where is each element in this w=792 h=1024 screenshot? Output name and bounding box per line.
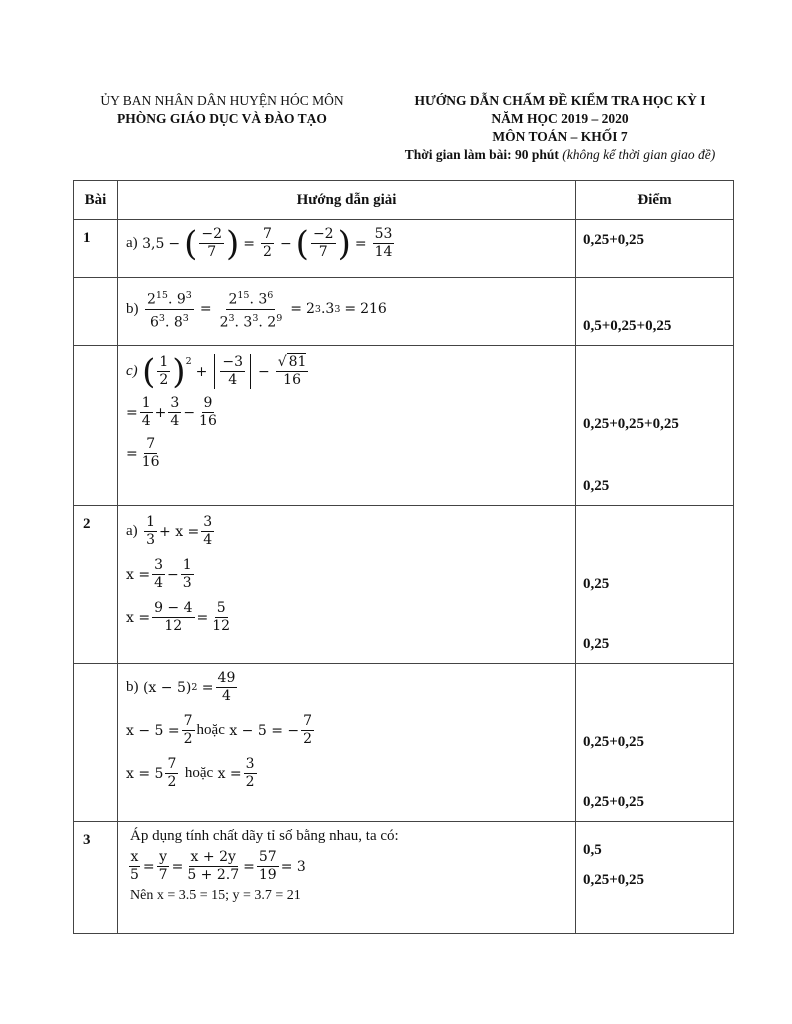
- score-cell: [576, 278, 734, 346]
- table-row: [74, 822, 734, 934]
- score-cell: [576, 664, 734, 822]
- table-header-row: [74, 181, 734, 220]
- bai-number: 1: [74, 220, 118, 278]
- committee-name: ỦY BAN NHÂN DÂN HUYỆN HÓC MÔN: [100, 93, 344, 108]
- table-row: [74, 278, 734, 346]
- solution-1c: c) ( $\frac{1}{2}$ ) $^2$ + $\frac{-3}{4}$ − $\frac{√ 81}{16}$ = $\frac{1}{4}$ + $\frac{3}{4}$ − $\frac{9}{16}$ = $\frac{7}{16}$: [118, 346, 576, 506]
- score-value: 0,25+0,25: [583, 872, 645, 888]
- score-value: 0,25+0,25+0,25: [583, 416, 679, 432]
- col-header-guide: Hướng dẫn giải: [118, 181, 576, 220]
- solution-2b: b) (x − 5) 2 = $\frac{49}{4}$ x − 5 = $\frac{7}{2}$ hoặc x − 5 = − $\frac{7}{2}$ x = 5 $\frac{7}{2}$ hoặc x = $\frac{3}{2}$: [118, 664, 576, 822]
- score-value: 0,25+0,25: [583, 734, 645, 750]
- solution-2a: a) $\frac{1}{3}$ + x = $\frac{3}{4}$ x = $\frac{3}{4}$ − $\frac{1}{3}$ x = $\frac{9 - 4}{12}$ = $\frac{5}{12}$: [118, 506, 576, 664]
- col-header-score: Điểm: [576, 181, 734, 220]
- header-right: [376, 92, 744, 164]
- result-text: Nên x = 3.5 = 15; y = 3.7 = 21: [130, 888, 301, 903]
- time-label: Thời gian làm bài: 90 phút: [404, 147, 559, 162]
- score-value: 0,25: [583, 478, 610, 494]
- solution-1a: a) 3,5 − ( $\frac{-2}{7}$ ) = $\frac{7}{2}$ − ( $\frac{-2}{7}$ ) = $\frac{53}{14}$: [118, 220, 576, 278]
- solution-3: Áp dụng tính chất dãy tỉ số bằng nhau, ta có: $\frac{x}{5}$ = $\frac{y}{7}$ = $\frac{x + 2y}{5 + 2.7}$ = $\frac{57}{19}$ = 3 Nên x = 3.5 = 15; y = 3.7 = 21: [118, 822, 576, 934]
- apply-text: Áp dụng tính chất dãy tỉ số bằng nhau, ta có:: [130, 828, 399, 844]
- bai-number: 3: [74, 822, 118, 934]
- score-value: 0,25+0,25: [583, 232, 645, 248]
- score-cell: [576, 822, 734, 934]
- bai-number-empty: [74, 664, 118, 822]
- time-note: (không kể thời gian giao đề): [562, 147, 716, 162]
- bai-number-empty: [74, 278, 118, 346]
- score-value: 0,5: [583, 842, 602, 858]
- time-info: [376, 146, 744, 164]
- score-cell: [576, 220, 734, 278]
- bai-number-empty: [74, 346, 118, 506]
- bai-number: 2: [74, 506, 118, 664]
- score-cell: [576, 346, 734, 506]
- score-cell: [576, 506, 734, 664]
- score-value: 0,25: [583, 576, 610, 592]
- subject: MÔN TOÁN – KHỐI 7: [492, 129, 628, 144]
- department-name: PHÒNG GIÁO DỤC VÀ ĐÀO TẠO: [117, 111, 327, 126]
- doc-title: HƯỚNG DẪN CHẤM ĐỀ KIỂM TRA HỌC KỲ I: [414, 93, 706, 108]
- score-value: 0,25: [583, 636, 610, 652]
- school-year: NĂM HỌC 2019 – 2020: [491, 111, 629, 126]
- grading-table: [73, 180, 734, 934]
- header-left: [72, 92, 372, 128]
- solution-1b: b) $\frac{2^{15}. 9^3}{6^3. 8^3}$ = $\frac{2^{15}. 3^6}{2^3. 3^3. 2^9}$ = 2 3 .3 3 = 216: [118, 278, 576, 346]
- table-row: [74, 664, 734, 822]
- score-value: 0,5+0,25+0,25: [583, 318, 672, 334]
- table-row: [74, 346, 734, 506]
- col-header-bai: Bài: [74, 181, 118, 220]
- table-row: [74, 506, 734, 664]
- score-value: 0,25+0,25: [583, 794, 645, 810]
- table-row: [74, 220, 734, 278]
